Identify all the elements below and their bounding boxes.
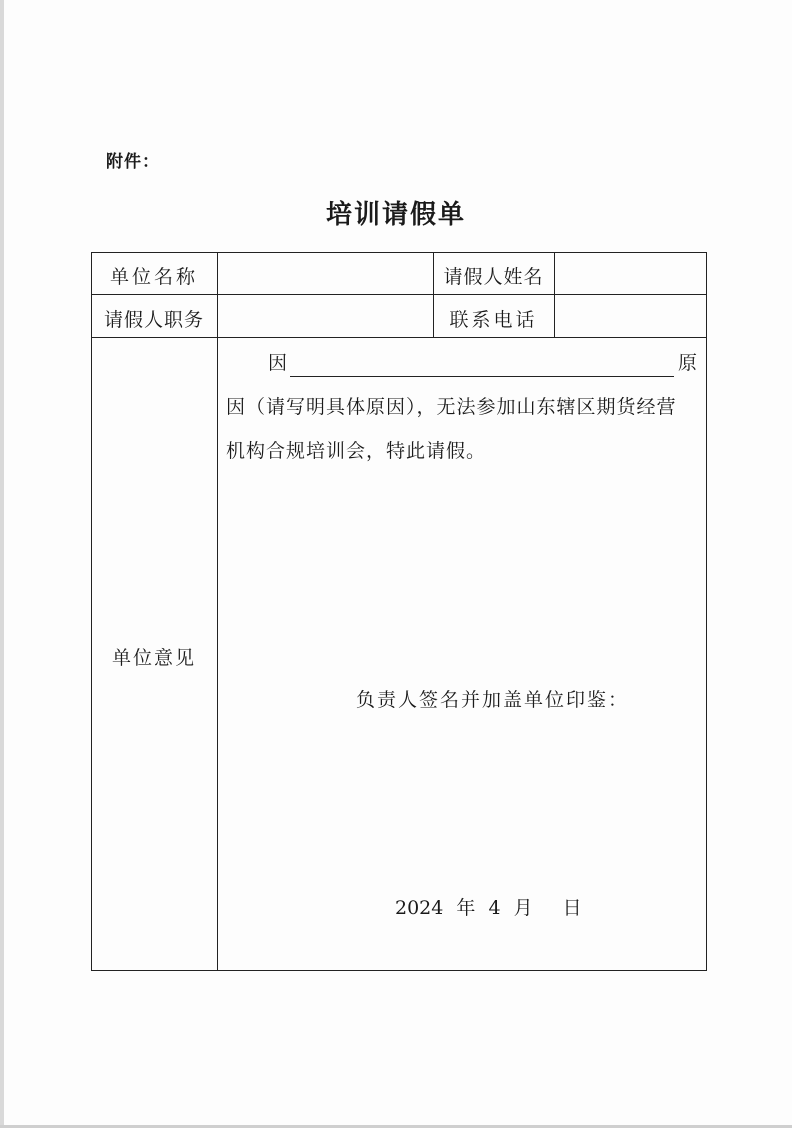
row-divider-1 [91,294,707,295]
date-year-unit: 年 [456,897,476,919]
signature-prompt: 负责人签名并加盖单位印鉴： [356,689,630,711]
unit-name-label: 单位名称 [109,266,198,288]
applicant-name-label: 请假人姓名 [443,266,544,288]
date-day-unit: 日 [562,897,582,919]
reason-line-2: 因（请写明具体原因），无法参加山东辖区期货经营 [226,396,677,418]
reason-blank[interactable] [290,376,674,377]
applicant-name-field[interactable] [555,262,706,286]
reason-prefix: 因 [268,352,290,374]
applicant-position-field[interactable] [218,305,433,329]
date-month-unit: 月 [513,897,533,919]
attachment-label: 附件： [106,152,160,172]
contact-phone-label: 联系电话 [449,309,538,331]
reason-suffix: 原 [678,352,700,374]
leave-form-table [91,252,707,971]
date-month: 4 [488,897,501,919]
row-divider-2 [91,337,707,338]
unit-opinion-label: 单位意见 [111,647,196,669]
date-line [395,893,582,920]
page-title: 培训请假单 [325,200,466,230]
column-divider-label [217,252,218,971]
reason-line-3: 机构合规培训会，特此请假。 [226,440,487,462]
applicant-position-label: 请假人职务 [103,309,204,331]
date-year: 2024 [395,897,444,919]
page-left-edge [0,0,4,1128]
contact-phone-field[interactable] [555,305,706,329]
unit-name-field[interactable] [218,262,433,286]
